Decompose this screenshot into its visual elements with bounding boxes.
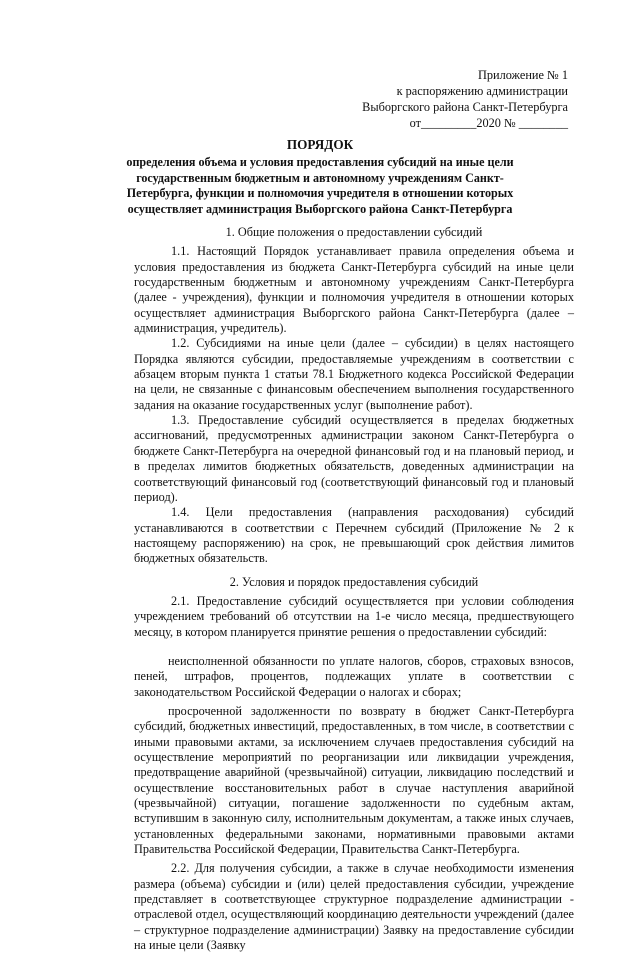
document-title: ПОРЯДОК <box>286 137 354 152</box>
document-subtitle: определения объема и условия предоставления субсидий на иные цели государственным бюджетным и автономному учреждениям Санкт-Петербурга, функции и полномочия учредителя в отношении которых осуществляет администрация Выборгского района Санкт-Петербурга <box>126 155 514 216</box>
appendix-date-number: от_________2020 № ________ <box>409 116 568 130</box>
paragraph-2-2: 2.2. Для получения субсидии, а также в случае необходимости изменения размера (объема) субсидии и (или) целей предоставления субсидии, учреждение представляет в соответствующее структурное подразделение администрации - отраслевой отдел, осуществляющий координацию деятельности учреждений (далее – структурное подразделение администрации) Заявку на предоставление субсидии на иные цели (Заявку <box>134 861 574 953</box>
condition-item-taxes: неисполненной обязанности по уплате налогов, сборов, страховых взносов, пеней, штрафов, процентов, подлежащих уплате в соответствии с законодательством Российской Федерации о налогах и сборах; <box>134 653 574 699</box>
section-2-heading: 2. Условия и порядок предоставления субсидий <box>229 574 479 589</box>
appendix-district: Выборгского района Санкт-Петербурга <box>362 100 568 114</box>
paragraph-1-4: 1.4. Цели предоставления (направления расходования) субсидий устанавливаются в соответствии с Перечнем субсидий (Приложение № 2 к настоящему распоряжению) на срок, не превышающий срок действия лимитов бюджетных обязательств. <box>134 505 574 566</box>
appendix-order-ref: к распоряжению администрации <box>396 84 568 98</box>
paragraph-2-1: 2.1. Предоставление субсидий осуществляется при условии соблюдения учреждением требований об отсутствии на 1-е число месяца, предшествующего месяцу, в котором планируется принятие решения о предоставлении субсидий: <box>134 593 574 639</box>
document-body <box>134 225 574 953</box>
section-1-heading: 1. Общие положения о предоставлении субсидий <box>225 225 483 239</box>
paragraph-1-1: 1.1. Настоящий Порядок устанавливает правила определения объема и условия предоставления из бюджета Санкт-Петербурга субсидий на иные цели государственным бюджетным и автономному учреждениям Санкт-Петербурга (далее - учреждения), функции и полномочия учредителя в отношении которых осуществляет администрация Выборгского района Санкт-Петербурга (далее – администрация, учредитель). <box>134 244 574 336</box>
condition-item-debt: просроченной задолженности по возврату в бюджет Санкт-Петербурга субсидий, бюджетных инвестиций, предоставленных, в том числе, в соответствии с иными правовыми актами, за исключением случаев предоставления субсидий на осуществление мероприятий по реорганизации или ликвидации учреждения, предотвращение аварийной (чрезвычайной) ситуации, ликвидацию последствий и осуществление восстановительных работ в случае наступления аварийной (чрезвычайной) ситуации, погашение задолженности по судебным актам, вступившим в законную силу, исполнительным документам, а также иных случаев, установленных федеральными законами, нормативными правовыми актами Правительства Российской Федерации, Правительства Санкт-Петербурга. <box>134 703 574 857</box>
appendix-number: Приложение № 1 <box>477 68 568 82</box>
paragraph-1-2: 1.2. Субсидиями на иные цели (далее – субсидии) в целях настоящего Порядка являются субсидии, предоставляемые учреждениям в соответствии с абзацем вторым пункта 1 статьи 78.1 Бюджетного кодекса Российской Федерации на цели, не связанные с финансовым обеспечением выполнения государственного задания на оказание государственных услуг (выполнение работ). <box>134 336 574 412</box>
paragraph-1-3: 1.3. Предоставление субсидий осуществляется в пределах бюджетных ассигнований, предусмотренных администрации законом Санкт-Петербурга о бюджете Санкт-Петербурга на очередной финансовый год и на плановый период, и в пределах лимитов бюджетных обязательств, доведенных администрации на соответствующий финансовый год (соответствующий финансовый год и плановый период). <box>134 413 574 504</box>
appendix-header <box>308 67 568 131</box>
